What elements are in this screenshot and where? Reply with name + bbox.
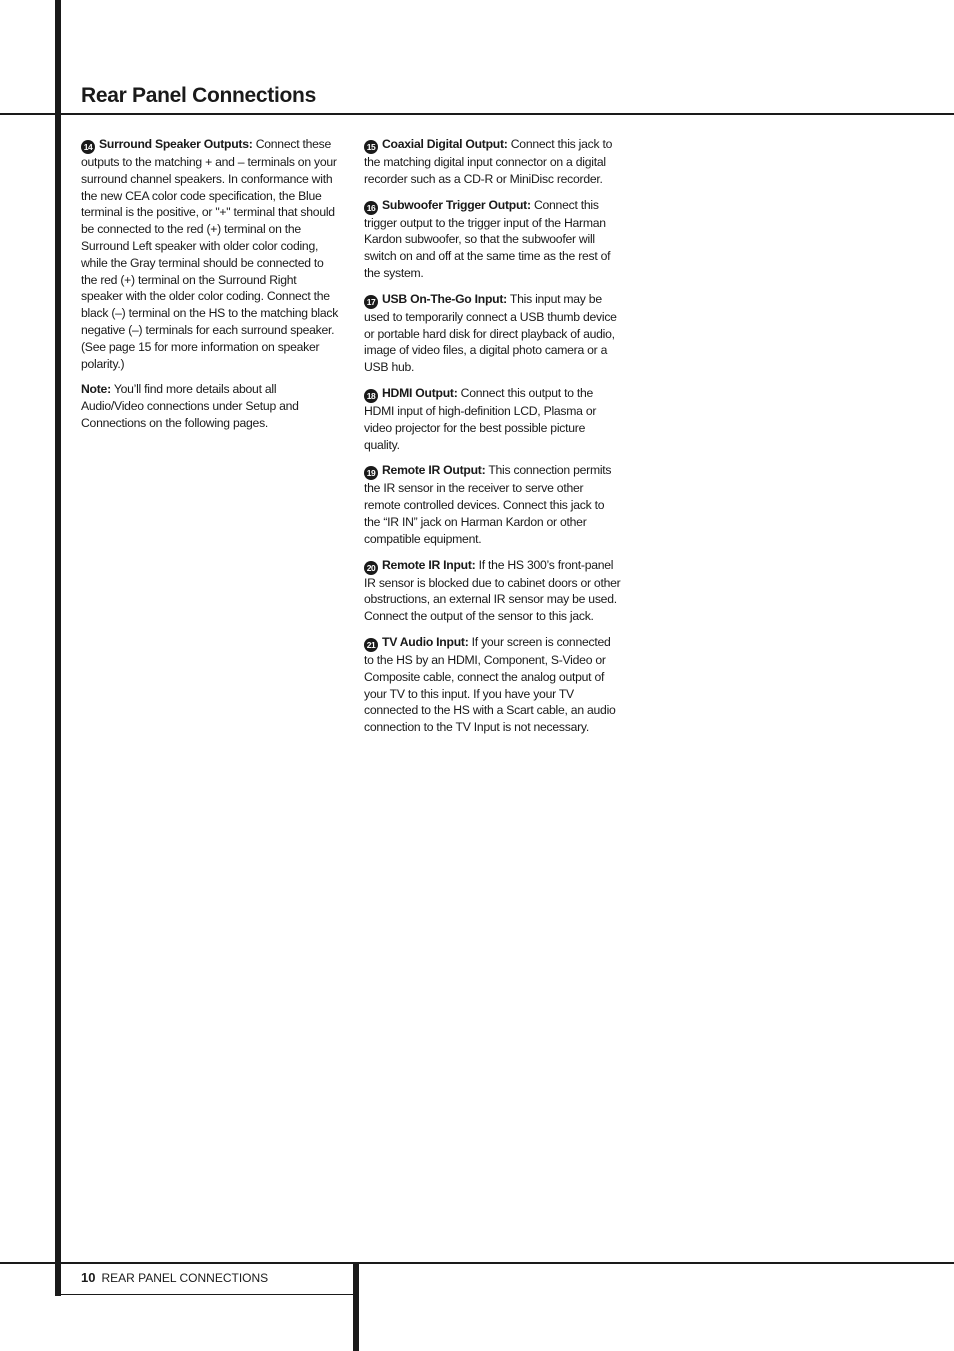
item-heading: Remote IR Output: (382, 463, 486, 478)
item-number-badge: 15 (364, 140, 378, 154)
item-number-badge: 16 (364, 201, 378, 215)
item-text: Connect this jack to the matching digital input connector on a digital recorder such as a CD-R or MiniDisc recorder. (364, 137, 613, 186)
paragraph-tv-audio-input (364, 634, 622, 736)
page-title: Rear Panel Connections (81, 84, 316, 107)
item-text: This input may be used to temporarily connect a USB thumb device or portable hard disk for direct playback of audio, image of video files, a digital photo camera or a USB hub. (364, 291, 617, 375)
left-column (81, 136, 339, 441)
item-heading: Surround Speaker Outputs: (99, 137, 253, 151)
footer-vertical-bar (353, 1262, 359, 1351)
note-text: You’ll find more details about all Audio/Video connections under Setup and Connections on the following pages. (81, 382, 299, 430)
item-text: If your screen is connected to the HS by an HDMI, Component, S-Video or Composite cable, connect the analog output of your TV to this input. If you have your TV connected to the HS with a Scart cable, an audio connection to the TV Input is not necessary. (364, 634, 616, 735)
item-text: Connect this trigger output to the trigger input of the Harman Kardon subwoofer, so that the subwoofer will switch on and off at the same time as the rest of the system. (364, 197, 611, 280)
item-number-badge: 19 (364, 466, 378, 480)
item-text: Connect this output to the HDMI input of high-definition LCD, Plasma or video projector for the best possible picture quality. (364, 385, 597, 452)
footer-box-rule (55, 1294, 355, 1295)
paragraph-hdmi-output (364, 385, 622, 453)
page-number: 10 (81, 1270, 96, 1285)
item-number-badge: 20 (364, 561, 378, 575)
item-heading: Remote IR Input: (382, 557, 476, 572)
title-rule (0, 113, 954, 115)
paragraph-coaxial-digital-output (364, 136, 622, 188)
item-heading: USB On-The-Go Input: (382, 291, 507, 306)
item-text: This connection permits the IR sensor in the receiver to serve other remote controlled devices. Connect this jack to the “IR IN” jack on Harman Kardon or other compatible equipment. (364, 463, 612, 546)
paragraph-remote-ir-input (364, 557, 622, 625)
item-number-badge: 17 (364, 295, 378, 309)
paragraph-remote-ir-output (364, 462, 622, 547)
footer-section-label: REAR PANEL CONNECTIONS (101, 1271, 269, 1285)
item-heading: Coaxial Digital Output: (382, 137, 508, 151)
paragraph-surround-speaker-outputs (81, 136, 339, 372)
item-heading: Subwoofer Trigger Output: (382, 197, 531, 212)
right-column (364, 136, 622, 745)
note-heading: Note: (81, 382, 111, 397)
footer-rule (0, 1262, 954, 1264)
item-heading: TV Audio Input: (382, 634, 469, 649)
item-number-badge: 18 (364, 389, 378, 403)
left-margin-bar (55, 0, 61, 1296)
paragraph-usb-on-the-go-input (364, 291, 622, 376)
item-number-badge: 21 (364, 638, 378, 652)
item-number-badge: 14 (81, 140, 95, 154)
item-heading: HDMI Output: (382, 385, 458, 400)
paragraph-note (81, 381, 339, 431)
paragraph-subwoofer-trigger-output (364, 197, 622, 282)
page-footer (81, 1270, 268, 1285)
item-text: If the HS 300’s front-panel IR sensor is blocked due to cabinet doors or other obstructions, an external IR sensor may be used. Connect the output of the sensor to this jack. (364, 557, 621, 624)
item-text: Connect these outputs to the matching + and – terminals on your surround channel speakers. In conformance with the new CEA color code specification, the Blue terminal is the positive, or "+" terminal that should be connected to the red (+) terminal on the Surround Left speaker with older color coding, while the Gray terminal should be connected to the red (+) terminal on the Surround Right speaker with the older color coding. Connect the black (–) terminal on the HS to the matching black negative (–) terminals for each surround speaker. (See page 15 for more information on speaker polarity.) (81, 137, 339, 371)
